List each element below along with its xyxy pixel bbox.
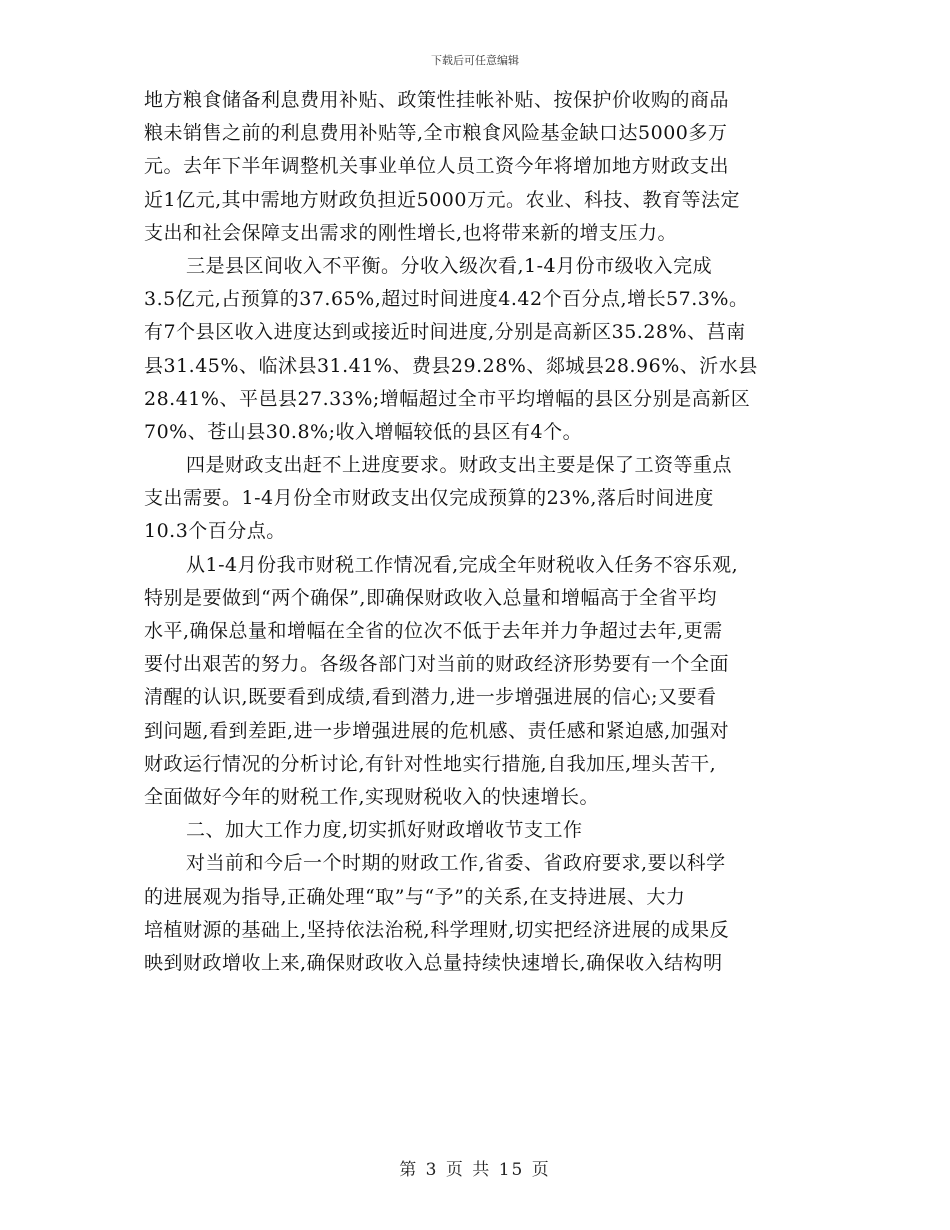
text-line: 近1亿元,其中需地方财政负担近5000万元。农业、科技、教育等法定 [144,188,740,211]
text-line: 28.41%、平邑县27.33%;增幅超过全市平均增幅的县区分别是高新区 [144,387,751,410]
text-line: 有7个县区收入进度达到或接近时间进度,分别是高新区35.28%、莒南 [144,321,746,344]
text-line: 三是县区间收入不平衡。分收入级次看,1-4月份市级收入完成 [186,254,713,277]
text-line: 财政运行情况的分析讨论,有针对性地实行措施,自我加压,埋头苦干, [144,752,717,775]
text-line: 四是财政支出赶不上进度要求。财政支出主要是保了工资等重点 [186,454,733,477]
text-line: 粮未销售之前的利息费用补贴等,全市粮食风险基金缺口达5000多万 [144,122,728,145]
text-line: 对当前和今后一个时期的财政工作,省委、省政府要求,要以科学 [186,852,726,875]
text-line: 地方粮食储备利息费用补贴、政策性挂帐补贴、按保护价收购的商品 [144,89,730,111]
text-line: 支出需要。1-4月份全市财政支出仅完成预算的23%,落后时间进度 [144,487,714,510]
text-line: 映到财政增收上来,确保财政收入总量持续快速增长,确保收入结构明 [144,951,723,974]
page-footer: 第 3 页 共 15 页 [399,1160,551,1180]
text-line: 要付出艰苦的努力。各级各部门对当前的财政经济形势要有一个全面 [144,653,730,676]
document-body [144,84,804,980]
text-line: 水平,确保总量和增幅在全省的位次不低于去年并力争超过去年,更需 [144,620,723,642]
text-line: 70%、苍山县30.8%;收入增幅较低的县区有4个。 [144,420,583,443]
text-line: 二、加大工作力度,切实抓好财政增收节支工作 [186,819,583,842]
text-line: 培植财源的基础上,坚持依法治税,科学理财,切实把经济进展的成果反 [144,918,730,941]
text-line: 特别是要做到“两个确保”,即确保财政收入总量和增幅高于全省平均 [144,586,717,609]
text-line: 从1-4月份我市财税工作情况看,完成全年财税收入任务不容乐观, [186,553,739,576]
text-line: 支出和社会保障支出需求的刚性增长,也将带来新的增支压力。 [144,221,678,244]
text-line: 元。去年下半年调整机关事业单位人员工资今年将增加地方财政支出 [144,155,730,178]
text-line: 的进展观为指导,正确处理“取”与“予”的关系,在支持进展、大力 [144,885,686,908]
text-line: 清醒的认识,既要看到成绩,看到潜力,进一步增强进展的信心;又要看 [144,686,717,709]
text-line: 到问题,看到差距,进一步增强进展的危机感、责任感和紧迫感,加强对 [144,719,730,742]
page-header: 下载后可任意编辑 [431,54,519,67]
text-line: 3.5亿元,占预算的37.65%,超过时间进度4.42个百分点,增长57.3%。 [144,288,749,311]
text-line: 县31.45%、临沭县31.41%、费县29.28%、郯城县28.96%、沂水县 [144,354,758,377]
text-line: 全面做好今年的财税工作,实现财税收入的快速增长。 [144,785,600,808]
text-line: 10.3个百分点。 [144,520,286,543]
